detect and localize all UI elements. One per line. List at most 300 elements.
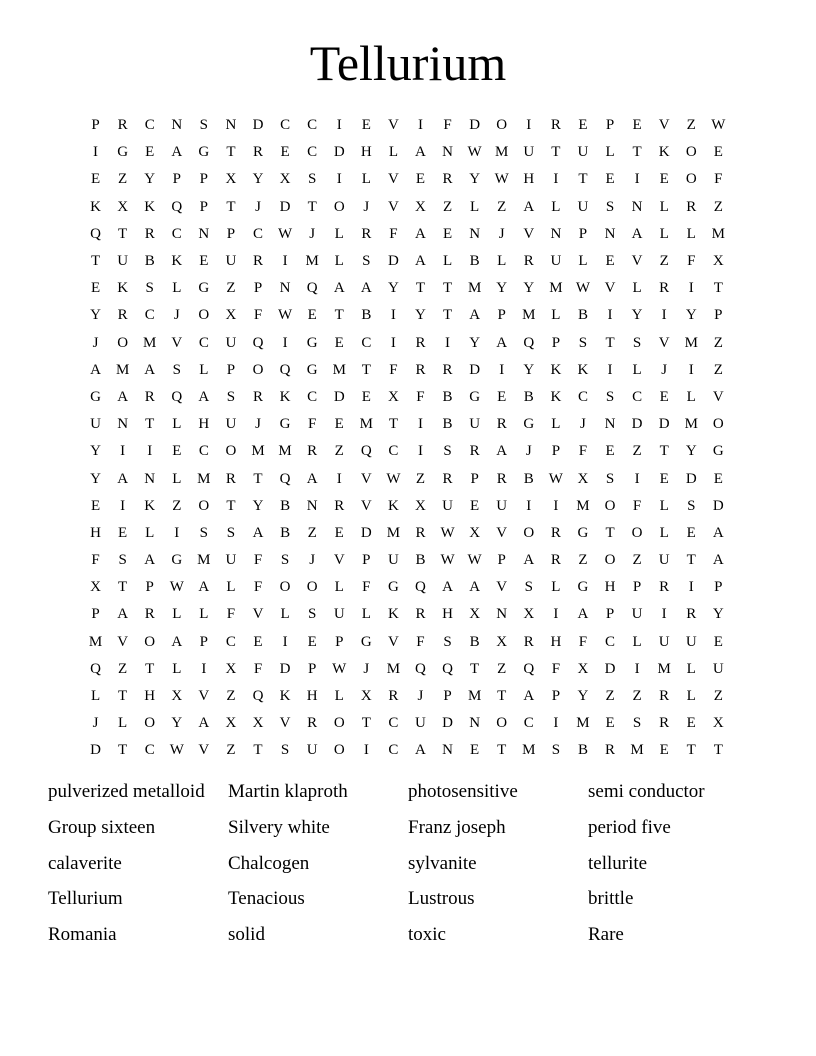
grid-letter: X bbox=[577, 660, 589, 677]
grid-letter: V bbox=[171, 334, 183, 351]
grid-letter: Q bbox=[171, 198, 183, 215]
grid-letter: F bbox=[253, 579, 263, 596]
grid-row bbox=[82, 710, 732, 737]
grid-letter: L bbox=[361, 606, 371, 623]
grid-letter: K bbox=[577, 361, 589, 378]
grid-letter: F bbox=[253, 552, 263, 569]
grid-letter: A bbox=[523, 688, 535, 705]
word-search-grid bbox=[82, 112, 732, 765]
grid-letter: T bbox=[415, 280, 426, 297]
grid-letter: S bbox=[172, 361, 181, 378]
grid-letter: R bbox=[144, 606, 155, 623]
word-list-item: toxic bbox=[408, 924, 446, 946]
grid-letter: I bbox=[553, 171, 559, 188]
grid-letter: R bbox=[686, 198, 697, 215]
grid-letter: Y bbox=[685, 307, 697, 324]
grid-letter: W bbox=[575, 280, 591, 297]
grid-letter: Z bbox=[686, 117, 696, 134]
grid-letter: P bbox=[632, 579, 642, 596]
grid-letter: U bbox=[225, 334, 237, 351]
grid-letter: A bbox=[415, 253, 426, 270]
grid-letter: E bbox=[145, 144, 155, 161]
grid-letter: C bbox=[307, 117, 318, 134]
grid-letter: W bbox=[278, 307, 293, 324]
grid-letter: B bbox=[577, 742, 588, 759]
grid-letter: Z bbox=[659, 253, 669, 270]
grid-letter: G bbox=[577, 579, 589, 596]
grid-letter: I bbox=[499, 361, 505, 378]
grid-letter: R bbox=[415, 361, 426, 378]
grid-letter: S bbox=[280, 742, 290, 759]
grid-letter: N bbox=[442, 144, 453, 161]
grid-letter: X bbox=[225, 307, 237, 324]
grid-letter: S bbox=[280, 552, 290, 569]
grid-letter: J bbox=[92, 715, 99, 732]
grid-letter: P bbox=[226, 361, 236, 378]
grid-letter: T bbox=[713, 280, 723, 297]
grid-letter: L bbox=[334, 579, 344, 596]
grid-letter: K bbox=[144, 497, 156, 514]
grid-letter: M bbox=[522, 307, 536, 324]
grid-letter: E bbox=[686, 715, 696, 732]
word-list-item: calaverite bbox=[48, 852, 122, 874]
grid-letter: I bbox=[417, 117, 423, 134]
grid-letter: R bbox=[550, 552, 561, 569]
grid-letter: J bbox=[417, 688, 424, 705]
grid-letter: I bbox=[607, 307, 613, 324]
grid-letter: L bbox=[361, 171, 371, 188]
grid-letter: C bbox=[523, 715, 534, 732]
grid-letter: I bbox=[336, 470, 342, 487]
grid-letter: T bbox=[713, 742, 723, 759]
grid-letter: P bbox=[470, 470, 479, 487]
grid-letter: D bbox=[360, 524, 372, 541]
grid-letter: W bbox=[548, 470, 563, 487]
grid-letter: C bbox=[388, 742, 399, 759]
grid-letter: C bbox=[605, 633, 616, 650]
grid-letter: V bbox=[604, 280, 616, 297]
grid-letter: Z bbox=[226, 742, 236, 759]
grid-letter: F bbox=[578, 633, 588, 650]
grid-letter: V bbox=[387, 633, 399, 650]
grid-letter: H bbox=[550, 633, 562, 650]
grid-letter: D bbox=[685, 470, 697, 487]
grid-row bbox=[82, 330, 732, 357]
grid-letter: M bbox=[197, 470, 211, 487]
grid-letter: O bbox=[631, 524, 643, 541]
grid-letter: U bbox=[415, 715, 426, 732]
grid-letter: T bbox=[118, 225, 128, 242]
grid-letter: Z bbox=[334, 443, 344, 460]
grid-letter: E bbox=[605, 715, 615, 732]
grid-letter: W bbox=[332, 660, 347, 677]
grid-letter: V bbox=[333, 552, 345, 569]
grid-letter: I bbox=[93, 144, 99, 161]
grid-letter: A bbox=[469, 579, 481, 596]
grid-letter: P bbox=[714, 307, 723, 324]
grid-letter: Z bbox=[632, 552, 642, 569]
word-list-item: Rare bbox=[588, 924, 624, 946]
grid-letter: O bbox=[496, 715, 508, 732]
grid-letter: E bbox=[659, 171, 669, 188]
grid-letter: J bbox=[255, 198, 261, 215]
grid-letter: K bbox=[550, 361, 562, 378]
grid-letter: Z bbox=[713, 334, 723, 351]
grid-letter: E bbox=[605, 253, 615, 270]
grid-row bbox=[82, 384, 732, 411]
grid-letter: I bbox=[282, 334, 288, 351]
word-list-item: pulverized metalloid bbox=[48, 781, 205, 802]
grid-letter: W bbox=[386, 470, 401, 487]
grid-letter: L bbox=[632, 280, 642, 297]
grid-letter: O bbox=[685, 144, 697, 161]
grid-letter: L bbox=[605, 144, 615, 161]
grid-letter: E bbox=[118, 524, 128, 541]
word-list-item: photosensitive bbox=[408, 781, 518, 802]
grid-letter: T bbox=[307, 198, 317, 215]
grid-letter: C bbox=[144, 742, 155, 759]
grid-letter: O bbox=[252, 361, 264, 378]
grid-letter: M bbox=[576, 715, 590, 732]
grid-letter: E bbox=[90, 497, 101, 514]
grid-letter: R bbox=[415, 524, 426, 541]
grid-letter: R bbox=[442, 470, 453, 487]
word-list-item: Lustrous bbox=[408, 888, 475, 910]
grid-letter: C bbox=[307, 388, 318, 405]
grid-letter: Y bbox=[171, 715, 183, 732]
grid-letter: S bbox=[551, 742, 561, 759]
grid-letter: I bbox=[174, 524, 180, 541]
grid-letter: W bbox=[467, 552, 482, 569]
grid-letter: W bbox=[169, 742, 184, 759]
grid-letter: A bbox=[360, 280, 372, 297]
grid-letter: S bbox=[443, 633, 452, 650]
grid-letter: I bbox=[526, 117, 532, 134]
grid-letter: A bbox=[306, 470, 318, 487]
grid-letter: Z bbox=[632, 443, 642, 460]
grid-letter: I bbox=[445, 334, 451, 351]
grid-letter: T bbox=[388, 416, 398, 433]
grid-letter: L bbox=[551, 198, 561, 215]
grid-letter: L bbox=[659, 524, 669, 541]
grid-letter: C bbox=[307, 144, 318, 161]
grid-letter: N bbox=[469, 225, 481, 242]
grid-letter: H bbox=[198, 416, 210, 433]
grid-letter: E bbox=[713, 633, 723, 650]
grid-letter: J bbox=[255, 416, 261, 433]
grid-letter: A bbox=[496, 334, 508, 351]
grid-letter: Y bbox=[523, 361, 535, 378]
grid-letter: I bbox=[201, 660, 207, 677]
grid-letter: T bbox=[442, 280, 453, 297]
grid-letter: N bbox=[442, 742, 453, 759]
grid-letter: E bbox=[659, 470, 669, 487]
grid-letter: L bbox=[659, 225, 669, 242]
word-list-item: period five bbox=[588, 816, 671, 838]
grid-letter: V bbox=[523, 225, 535, 242]
grid-row bbox=[82, 601, 732, 628]
grid-letter: T bbox=[361, 361, 371, 378]
grid-letter: L bbox=[172, 606, 182, 623]
grid-letter: D bbox=[387, 253, 399, 270]
grid-letter: R bbox=[550, 524, 561, 541]
grid-letter: N bbox=[117, 416, 129, 433]
grid-letter: V bbox=[496, 579, 508, 596]
grid-letter: T bbox=[226, 198, 236, 215]
grid-letter: E bbox=[90, 171, 101, 188]
grid-letter: J bbox=[92, 334, 99, 351]
grid-letter: I bbox=[417, 443, 423, 460]
grid-letter: V bbox=[496, 524, 508, 541]
grid-letter: Q bbox=[415, 579, 426, 596]
grid-letter: T bbox=[605, 334, 615, 351]
grid-letter: A bbox=[252, 524, 264, 541]
grid-letter: T bbox=[361, 715, 371, 732]
grid-letter: E bbox=[90, 280, 101, 297]
page-title: Tellurium bbox=[309, 35, 507, 91]
grid-letter: T bbox=[118, 742, 128, 759]
grid-letter: U bbox=[658, 552, 670, 569]
grid-letter: O bbox=[604, 497, 616, 514]
grid-letter: S bbox=[307, 171, 317, 188]
grid-letter: B bbox=[415, 552, 426, 569]
grid-letter: S bbox=[443, 443, 452, 460]
grid-letter: Q bbox=[279, 470, 291, 487]
grid-letter: J bbox=[363, 660, 370, 677]
grid-letter: X bbox=[252, 715, 264, 732]
grid-letter: U bbox=[685, 633, 697, 650]
grid-letter: N bbox=[225, 117, 237, 134]
grid-letter: E bbox=[334, 334, 344, 351]
grid-letter: X bbox=[225, 715, 237, 732]
grid-letter: R bbox=[523, 253, 534, 270]
grid-letter: W bbox=[440, 524, 455, 541]
grid-letter: L bbox=[551, 579, 561, 596]
grid-letter: E bbox=[470, 497, 480, 514]
grid-letter: F bbox=[253, 660, 263, 677]
grid-letter: Y bbox=[90, 307, 101, 324]
grid-letter: M bbox=[197, 552, 211, 569]
grid-letter: G bbox=[387, 579, 399, 596]
grid-letter: I bbox=[120, 443, 126, 460]
grid-letter: M bbox=[386, 524, 401, 541]
grid-letter: F bbox=[362, 579, 371, 596]
grid-letter: G bbox=[171, 552, 183, 569]
grid-letter: A bbox=[117, 388, 129, 405]
grid-letter: I bbox=[282, 253, 288, 270]
grid-row bbox=[82, 166, 732, 193]
grid-letter: Q bbox=[523, 334, 535, 351]
grid-letter: O bbox=[144, 715, 156, 732]
word-list-item: tellurite bbox=[588, 852, 648, 874]
grid-letter: V bbox=[631, 253, 643, 270]
grid-letter: Y bbox=[144, 171, 156, 188]
grid-letter: C bbox=[198, 334, 209, 351]
grid-letter: F bbox=[687, 253, 696, 270]
grid-letter: L bbox=[659, 497, 669, 514]
grid-letter: R bbox=[469, 443, 480, 460]
grid-letter: R bbox=[442, 171, 453, 188]
grid-letter: Q bbox=[523, 660, 535, 677]
grid-letter: F bbox=[551, 660, 561, 677]
grid-letter: E bbox=[361, 117, 371, 134]
grid-letter: X bbox=[90, 579, 101, 596]
grid-letter: I bbox=[634, 660, 640, 677]
grid-letter: T bbox=[226, 497, 236, 514]
grid-letter: A bbox=[90, 361, 101, 378]
grid-letter: S bbox=[687, 497, 696, 514]
grid-letter: K bbox=[171, 253, 183, 270]
grid-letter: K bbox=[387, 606, 399, 623]
word-list-item: sylvanite bbox=[408, 852, 477, 874]
grid-letter: P bbox=[172, 171, 181, 188]
grid-letter: V bbox=[387, 171, 399, 188]
grid-letter: U bbox=[631, 606, 643, 623]
grid-letter: S bbox=[307, 606, 317, 623]
grid-letter: S bbox=[605, 198, 615, 215]
grid-letter: I bbox=[661, 307, 667, 324]
grid-letter: R bbox=[415, 334, 426, 351]
grid-letter: X bbox=[117, 198, 129, 215]
grid-letter: Y bbox=[90, 443, 101, 460]
grid-letter: H bbox=[90, 524, 101, 541]
grid-letter: T bbox=[497, 688, 507, 705]
grid-letter: X bbox=[523, 606, 535, 623]
grid-letter: B bbox=[523, 470, 534, 487]
word-list-item: Franz joseph bbox=[408, 816, 506, 838]
grid-letter: S bbox=[578, 334, 588, 351]
grid-letter: D bbox=[252, 117, 264, 134]
word-list-item: Tellurium bbox=[48, 888, 123, 910]
grid-letter: R bbox=[253, 144, 264, 161]
grid-letter: L bbox=[118, 715, 128, 732]
grid-letter: P bbox=[714, 579, 723, 596]
grid-letter: E bbox=[713, 470, 723, 487]
grid-letter: F bbox=[416, 388, 425, 405]
grid-letter: L bbox=[497, 253, 507, 270]
grid-letter: M bbox=[88, 633, 103, 650]
grid-letter: R bbox=[253, 253, 264, 270]
grid-letter: C bbox=[198, 443, 209, 460]
grid-letter: N bbox=[604, 225, 616, 242]
grid-letter: F bbox=[714, 171, 723, 188]
grid-letter: N bbox=[171, 117, 183, 134]
grid-letter: M bbox=[711, 225, 725, 242]
grid-letter: E bbox=[659, 388, 669, 405]
grid-letter: S bbox=[226, 388, 236, 405]
grid-letter: D bbox=[658, 416, 670, 433]
grid-letter: V bbox=[387, 198, 399, 215]
grid-letter: U bbox=[306, 742, 318, 759]
grid-letter: Z bbox=[415, 470, 426, 487]
grid-letter: G bbox=[306, 334, 318, 351]
grid-letter: I bbox=[363, 742, 369, 759]
grid-letter: R bbox=[388, 688, 399, 705]
grid-letter: O bbox=[604, 552, 616, 569]
grid-letter: H bbox=[360, 144, 372, 161]
grid-letter: F bbox=[389, 361, 398, 378]
grid-letter: R bbox=[225, 470, 236, 487]
grid-letter: L bbox=[388, 144, 398, 161]
grid-letter: S bbox=[199, 117, 209, 134]
word-list-item: Romania bbox=[48, 924, 117, 946]
grid-letter: B bbox=[280, 497, 291, 514]
grid-letter: U bbox=[117, 253, 129, 270]
grid-letter: K bbox=[387, 497, 399, 514]
grid-letter: Z bbox=[497, 198, 507, 215]
grid-letter: F bbox=[253, 307, 263, 324]
grid-letter: G bbox=[306, 361, 318, 378]
grid-letter: L bbox=[172, 416, 182, 433]
grid-letter: O bbox=[117, 334, 129, 351]
grid-letter: M bbox=[251, 443, 265, 460]
grid-row bbox=[82, 574, 732, 601]
grid-letter: Q bbox=[279, 361, 291, 378]
grid-row bbox=[82, 493, 732, 520]
word-list-item: Group sixteen bbox=[48, 816, 156, 838]
grid-letter: H bbox=[144, 688, 156, 705]
grid-letter: P bbox=[199, 171, 209, 188]
grid-letter: O bbox=[496, 117, 508, 134]
grid-letter: M bbox=[630, 742, 644, 759]
grid-letter: C bbox=[144, 117, 155, 134]
grid-letter: I bbox=[390, 307, 396, 324]
grid-letter: U bbox=[442, 497, 453, 514]
grid-letter: D bbox=[712, 497, 724, 514]
grid-letter: F bbox=[443, 117, 452, 134]
grid-letter: I bbox=[553, 715, 559, 732]
grid-letter: W bbox=[711, 117, 726, 134]
grid-letter: B bbox=[469, 253, 480, 270]
grid-letter: H bbox=[523, 171, 535, 188]
grid-letter: I bbox=[688, 280, 694, 297]
grid-letter: T bbox=[226, 144, 236, 161]
grid-letter: T bbox=[334, 307, 344, 324]
grid-letter: N bbox=[306, 497, 318, 514]
grid-letter: Z bbox=[713, 688, 723, 705]
grid-letter: X bbox=[712, 253, 724, 270]
grid-letter: I bbox=[526, 497, 532, 514]
grid-letter: R bbox=[334, 497, 345, 514]
grid-letter: C bbox=[253, 225, 264, 242]
grid-letter: J bbox=[661, 361, 668, 378]
grid-letter: F bbox=[307, 416, 317, 433]
grid-letter: S bbox=[605, 470, 615, 487]
grid-letter: A bbox=[631, 225, 643, 242]
grid-letter: G bbox=[279, 416, 291, 433]
grid-row bbox=[82, 438, 732, 465]
grid-letter: E bbox=[280, 144, 290, 161]
grid-letter: X bbox=[577, 470, 589, 487]
grid-letter: O bbox=[225, 443, 237, 460]
grid-letter: Y bbox=[90, 470, 101, 487]
grid-letter: L bbox=[470, 198, 480, 215]
grid-letter: B bbox=[442, 416, 453, 433]
grid-letter: L bbox=[659, 198, 669, 215]
grid-letter: F bbox=[226, 606, 236, 623]
grid-letter: I bbox=[661, 606, 667, 623]
grid-letter: J bbox=[580, 416, 586, 433]
grid-letter: P bbox=[226, 225, 236, 242]
grid-letter: T bbox=[118, 579, 128, 596]
grid-letter: Y bbox=[387, 280, 399, 297]
grid-letter: R bbox=[550, 117, 561, 134]
grid-letter: Y bbox=[523, 280, 535, 297]
grid-letter: A bbox=[712, 552, 724, 569]
grid-letter: Z bbox=[605, 688, 615, 705]
grid-letter: I bbox=[390, 334, 396, 351]
grid-letter: L bbox=[280, 606, 290, 623]
